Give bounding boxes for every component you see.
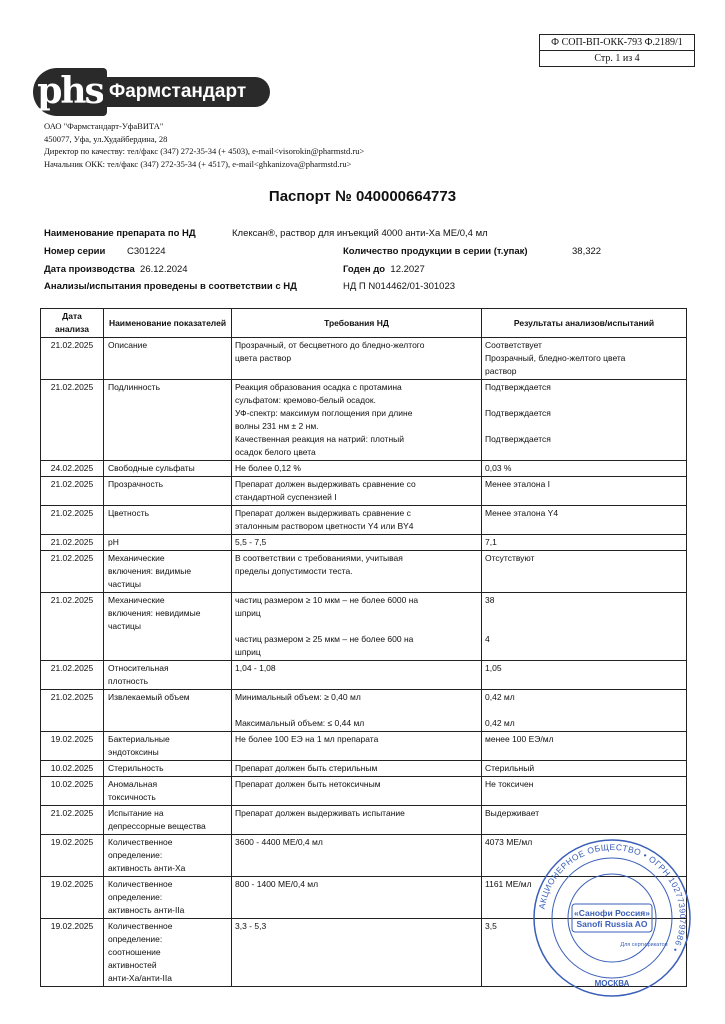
stamp-line-2: Sanofi Russia AO <box>576 919 648 929</box>
table-row <box>41 661 687 690</box>
cell-requirement-line: В соответствии с требованиями, учитывая <box>235 553 403 563</box>
table-row <box>41 461 687 477</box>
cell-parameter-line: определение: <box>108 850 163 860</box>
cell-requirement-line: 3,3 - 5,3 <box>235 921 267 931</box>
cell-result-line: Подтверждается <box>485 408 551 418</box>
cell-parameter <box>104 877 232 919</box>
cell-date: 21.02.2025 <box>41 593 104 661</box>
cell-result-line: 7,1 <box>485 537 497 547</box>
cell-requirement <box>232 806 482 835</box>
cell-parameter-line: Испытание на <box>108 808 164 818</box>
stamp-line-1: «Санофи Россия» <box>574 908 650 918</box>
cell-requirement-line: 5,5 - 7,5 <box>235 537 267 547</box>
cell-result-line: Менее эталона I <box>485 479 551 489</box>
cell-requirement-line: Минимальный объем: ≥ 0,40 мл <box>235 692 361 702</box>
cell-result-line: Подтверждается <box>485 434 551 444</box>
page-indicator: Стр. 1 из 4 <box>540 50 694 66</box>
cell-parameter-line: Прозрачность <box>108 479 164 489</box>
table-row <box>41 338 687 380</box>
cell-parameter <box>104 506 232 535</box>
stamp-rings <box>534 840 690 996</box>
logo-mark: phs <box>33 68 107 116</box>
table-row <box>41 732 687 761</box>
cell-requirement-line: Препарат должен быть нетоксичным <box>235 779 381 789</box>
cell-requirement-line: шприц <box>235 647 261 657</box>
cell-requirement <box>232 835 482 877</box>
cell-requirement <box>232 761 482 777</box>
cell-date: 10.02.2025 <box>41 761 104 777</box>
cell-date: 10.02.2025 <box>41 777 104 806</box>
cell-result-line: Выдерживает <box>485 808 540 818</box>
cell-parameter <box>104 777 232 806</box>
cell-requirement-line: частиц размером ≥ 25 мкм – не более 600 на <box>235 634 414 644</box>
cell-requirement <box>232 535 482 551</box>
cell-result-line: Отсутствуют <box>485 553 535 563</box>
company-info <box>44 120 364 170</box>
cell-requirement-line: Препарат должен выдерживать сравнение с <box>235 508 411 518</box>
cell-requirement-line: 3600 - 4400 МЕ/0,4 мл <box>235 837 323 847</box>
cell-date: 21.02.2025 <box>41 551 104 593</box>
cell-requirement-line: Прозрачный, от бесцветного до бледно-желтого <box>235 340 425 350</box>
cell-requirement-line: Препарат должен выдерживать сравнение со <box>235 479 416 489</box>
form-code-box <box>539 34 695 67</box>
drug-label: Наименование препарата по НД <box>44 228 196 239</box>
cell-parameter-line: Механические <box>108 595 165 605</box>
cell-requirement <box>232 877 482 919</box>
header-parameter: Наименование показателей <box>104 309 232 338</box>
cell-parameter-line: активностей <box>108 960 157 970</box>
cell-result <box>482 477 687 506</box>
cell-result-line: 1,05 <box>485 663 502 673</box>
cell-parameter-line: Подлинность <box>108 382 161 392</box>
cell-parameter-line: включения: видимые <box>108 566 192 576</box>
cell-result-line: 3,5 <box>485 921 497 931</box>
cell-result-line: 0,42 мл <box>485 718 515 728</box>
header-date: Дата анализа <box>41 309 104 338</box>
form-code: Ф СОП-ВП-ОКК-793 Ф.2189/1 <box>551 37 683 48</box>
expiry-date-value: 12.2027 <box>390 264 425 275</box>
cell-result-line: 4073 МЕ/мл <box>485 837 533 847</box>
cell-requirement-line: 800 - 1400 МЕ/0,4 мл <box>235 879 319 889</box>
cell-parameter-line: Свободные сульфаты <box>108 463 195 473</box>
cell-parameter <box>104 461 232 477</box>
cell-requirement-line <box>235 620 478 633</box>
table-row <box>41 806 687 835</box>
table-row <box>41 690 687 732</box>
company-stamp <box>532 838 692 998</box>
cell-requirement-line: 1,04 - 1,08 <box>235 663 276 673</box>
qty-label: Количество продукции в серии (т.упак) <box>343 246 528 257</box>
cell-parameter <box>104 806 232 835</box>
cell-requirement-line: Не более 100 ЕЭ на 1 мл препарата <box>235 734 379 744</box>
cell-date: 21.02.2025 <box>41 380 104 461</box>
cell-parameter <box>104 380 232 461</box>
cell-date: 21.02.2025 <box>41 806 104 835</box>
cell-requirement-line: сульфатом: кремово-белый осадок. <box>235 395 376 405</box>
stamp-note: Для сертификатов <box>620 942 668 948</box>
cell-requirement-line: Максимальный объем: ≤ 0,44 мл <box>235 718 365 728</box>
analysis-label: Анализы/испытания проведены в соответствии с НД <box>44 281 297 292</box>
cell-date: 19.02.2025 <box>41 877 104 919</box>
cell-result <box>482 380 687 461</box>
header-requirements: Требования НД <box>232 309 482 338</box>
cell-parameter <box>104 477 232 506</box>
cell-requirement <box>232 690 482 732</box>
cell-date: 19.02.2025 <box>41 732 104 761</box>
cell-date: 21.02.2025 <box>41 338 104 380</box>
cell-result-line: 0,03 % <box>485 463 512 473</box>
table-row <box>41 551 687 593</box>
cell-parameter-line: Количественное <box>108 879 173 889</box>
cell-requirement-line: Препарат должен выдерживать испытание <box>235 808 405 818</box>
cell-requirement-line: частиц размером ≥ 10 мкм – не более 6000 на <box>235 595 419 605</box>
cell-parameter <box>104 551 232 593</box>
cell-result <box>482 690 687 732</box>
cell-requirement <box>232 551 482 593</box>
cell-parameter-line: определение: <box>108 892 163 902</box>
cell-requirement-line: шприц <box>235 608 261 618</box>
cell-parameter-line: анти-Ха/анти-IIa <box>108 973 172 983</box>
cell-requirement <box>232 506 482 535</box>
production-date-value: 26.12.2024 <box>140 264 188 275</box>
cell-requirement-line: Реакция образования осадка с протамина <box>235 382 402 392</box>
stamp-city: МОСКВА <box>594 979 630 988</box>
cell-parameter-line: Количественное <box>108 837 173 847</box>
cell-parameter-line: Извлекаемый объем <box>108 692 190 702</box>
cell-result <box>482 461 687 477</box>
cell-requirement-line: Препарат должен быть стерильным <box>235 763 378 773</box>
head-okk-contact: Начальник ОКК: тел/факс (347) 272-35-34 (+ 4517), e-mail<ghkanizova@pharmstd.ru> <box>44 158 352 169</box>
production-date: Дата производства 26.12.2024 <box>44 264 188 275</box>
cell-parameter-line: Механические <box>108 553 165 563</box>
cell-result-line <box>485 620 683 633</box>
cell-parameter-line: pH <box>108 537 119 547</box>
batch-value: С301224 <box>127 246 166 257</box>
cell-parameter-line: активность анти-IIa <box>108 905 185 915</box>
table-row <box>41 777 687 806</box>
cell-parameter-line: соотношение <box>108 947 161 957</box>
cell-requirement <box>232 338 482 380</box>
cell-date: 24.02.2025 <box>41 461 104 477</box>
cell-parameter <box>104 535 232 551</box>
cell-date: 21.02.2025 <box>41 506 104 535</box>
cell-parameter <box>104 593 232 661</box>
cell-parameter-line: частицы <box>108 579 142 589</box>
cell-result-line: менее 100 ЕЭ/мл <box>485 734 554 744</box>
cell-date: 21.02.2025 <box>41 661 104 690</box>
cell-result <box>482 732 687 761</box>
cell-result <box>482 506 687 535</box>
batch-label: Номер серии <box>44 246 106 257</box>
cell-parameter-line: плотность <box>108 676 149 686</box>
expiry-date: Годен до 12.2027 <box>343 264 425 275</box>
cell-result-line: Подтверждается <box>485 382 551 392</box>
cell-date: 21.02.2025 <box>41 690 104 732</box>
cell-parameter-line: Количественное <box>108 921 173 931</box>
cell-parameter <box>104 835 232 877</box>
cell-parameter-line: Описание <box>108 340 148 350</box>
cell-parameter <box>104 661 232 690</box>
cell-requirement-line: УФ-спектр: максимум поглощения при длине <box>235 408 413 418</box>
cell-parameter <box>104 338 232 380</box>
cell-requirement-line: пределы допустимости теста. <box>235 566 353 576</box>
cell-parameter-line: Аномальная <box>108 779 158 789</box>
cell-parameter-line: включения: невидимые <box>108 608 201 618</box>
cell-requirement <box>232 593 482 661</box>
cell-requirement-line: стандартной суспензией I <box>235 492 337 502</box>
cell-result <box>482 593 687 661</box>
director-contact: Директор по качеству: тел/факс (347) 272-35-34 (+ 4503), e-mail<visorokin@pharmstd.ru> <box>44 146 365 156</box>
cell-parameter-line: Бактериальные <box>108 734 170 744</box>
cell-result-line <box>485 607 683 620</box>
stamp-outer-text: АКЦИОНЕРНОЕ ОБЩЕСТВО • ОГРН 1027739079986 • <box>536 841 689 954</box>
cell-result-line: 1161 МЕ/мл <box>485 879 532 889</box>
cell-requirement-line: Качественная реакция на натрий: плотный <box>235 434 404 444</box>
cell-requirement <box>232 380 482 461</box>
table-row <box>41 761 687 777</box>
cell-result-line <box>485 704 683 717</box>
cell-date: 21.02.2025 <box>41 535 104 551</box>
company-logo <box>33 68 247 116</box>
cell-parameter-line: активность анти-Ха <box>108 863 186 873</box>
cell-requirement <box>232 732 482 761</box>
cell-result <box>482 661 687 690</box>
cell-result <box>482 761 687 777</box>
cell-parameter <box>104 690 232 732</box>
cell-requirement-line: волны 231 нм ± 2 нм. <box>235 421 319 431</box>
cell-result <box>482 777 687 806</box>
cell-requirement-line: цвета раствор <box>235 353 292 363</box>
cell-result <box>482 551 687 593</box>
cell-requirement-line <box>235 704 478 717</box>
cell-parameter-line: определение: <box>108 934 163 944</box>
cell-result-line <box>485 420 683 433</box>
cell-parameter <box>104 919 232 987</box>
cell-date: 21.02.2025 <box>41 477 104 506</box>
cell-requirement <box>232 661 482 690</box>
cell-result <box>482 338 687 380</box>
cell-requirement-line: Не более 0,12 % <box>235 463 301 473</box>
table-row <box>41 506 687 535</box>
cell-requirement-line: осадок белого цвета <box>235 447 316 457</box>
table-header-row <box>41 309 687 338</box>
page-title: Паспорт № 040000664773 <box>268 188 457 205</box>
cell-result-line: 38 <box>485 595 495 605</box>
cell-result <box>482 806 687 835</box>
cell-result-line: Стерильный <box>485 763 535 773</box>
cell-parameter <box>104 732 232 761</box>
cell-result <box>482 535 687 551</box>
cell-requirement-line: эталонным раствором цветности Y4 или BY4 <box>235 521 414 531</box>
cell-requirement <box>232 777 482 806</box>
cell-requirement <box>232 461 482 477</box>
company-name: ОАО "Фармстандарт-УфаВИТА" <box>44 121 164 131</box>
cell-date: 19.02.2025 <box>41 835 104 877</box>
cell-parameter-line: Стерильность <box>108 763 164 773</box>
logo-brand: Фармстандарт <box>103 77 270 107</box>
cell-parameter-line: эндотоксины <box>108 747 159 757</box>
qty-value: 38,322 <box>572 246 602 257</box>
table-row <box>41 593 687 661</box>
cell-result-line: Не токсичен <box>485 779 534 789</box>
table-row <box>41 477 687 506</box>
cell-parameter-line: частицы <box>108 621 142 631</box>
cell-parameter-line: депрессорные вещества <box>108 821 206 831</box>
cell-result-line: Менее эталона Y4 <box>485 508 559 518</box>
cell-parameter-line: Относительная <box>108 663 169 673</box>
table-row <box>41 535 687 551</box>
company-address: 450077, Уфа, ул.Худайбердина, 28 <box>44 133 168 144</box>
table-row <box>41 380 687 461</box>
cell-parameter <box>104 761 232 777</box>
cell-result-line: раствор <box>485 366 517 376</box>
cell-parameter-line: Цветность <box>108 508 150 518</box>
cell-requirement <box>232 477 482 506</box>
cell-result-line: 0,42 мл <box>485 692 515 702</box>
cell-parameter-line: токсичность <box>108 792 156 802</box>
cell-result-line: 4 <box>485 634 490 644</box>
header-results: Результаты анализов/испытаний <box>482 309 687 338</box>
cell-date: 19.02.2025 <box>41 919 104 987</box>
cell-result-line: Прозрачный, бледно-желтого цвета <box>485 353 626 363</box>
cell-requirement <box>232 919 482 987</box>
analysis-standard: НД П N014462/01-301023 <box>343 281 456 292</box>
drug-value: Клексан®, раствор для инъекций 4000 анти-Ха МЕ/0,4 мл <box>232 228 488 239</box>
cell-result-line: Соответствует <box>485 340 542 350</box>
cell-result-line <box>485 394 683 407</box>
